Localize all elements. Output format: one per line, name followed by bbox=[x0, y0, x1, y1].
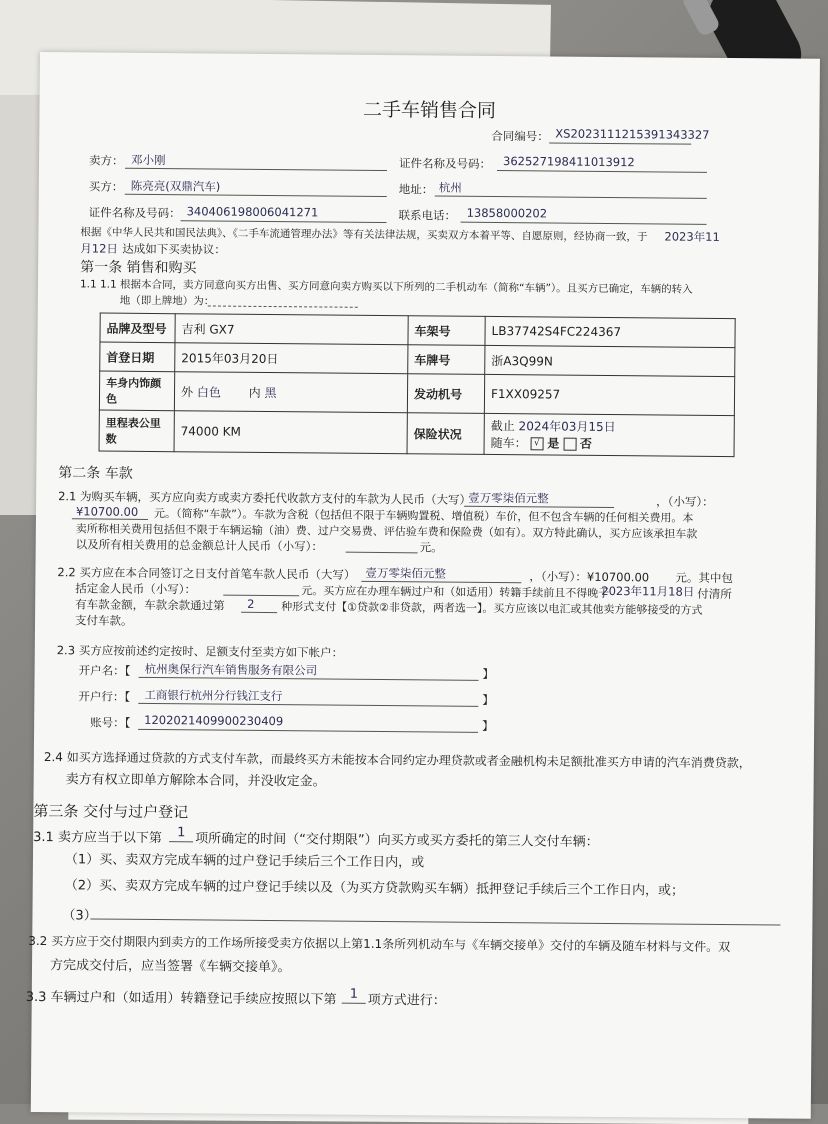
bank-name-close: 】 bbox=[482, 666, 495, 681]
bank-name-line bbox=[139, 677, 479, 681]
seller-name: 邓小刚 bbox=[131, 152, 166, 168]
article-2-title: 第二条 车款 bbox=[58, 465, 133, 482]
clause-3-1-3-line bbox=[90, 918, 780, 925]
color-label: 车身内饰颜色 bbox=[99, 371, 174, 411]
mileage-value: 74000 KM bbox=[174, 411, 407, 454]
table-row bbox=[99, 410, 734, 457]
inner-label: 内 bbox=[248, 385, 261, 400]
contract-no-line bbox=[549, 142, 691, 144]
inner-value: 黑 bbox=[264, 385, 277, 400]
clause-3-2-b: 方完成交付后，应当签署《车辆交接单》。 bbox=[49, 958, 291, 976]
registration-place-line bbox=[208, 305, 358, 307]
clause-2-2-b: ，（小写）：¥10700.00 bbox=[529, 569, 650, 585]
ins-no-label: 否 bbox=[579, 436, 593, 451]
address-label: 地址： bbox=[398, 182, 434, 197]
plate-label: 车牌号 bbox=[408, 345, 485, 375]
clause-2-2-c: 括定金人民币（小写）： bbox=[75, 581, 197, 597]
bank-account-line bbox=[138, 729, 478, 733]
vehicle-info-table bbox=[99, 313, 736, 458]
clause-2-1-e2: 元。 bbox=[419, 540, 443, 555]
contract-title: 二手车销售合同 bbox=[362, 98, 497, 122]
vin-label: 车架号 bbox=[408, 316, 485, 346]
clause-2-4-a: 2.4 如买方选择通过贷款的方式支付车款，而最终买方未能按本合同约定办理贷款或者金融机构未足额批准买方申请的汽车消费贷款， bbox=[43, 750, 751, 771]
ins-no-checkbox bbox=[563, 438, 576, 451]
seller-label: 卖方： bbox=[88, 153, 124, 168]
bank-branch-line bbox=[138, 703, 478, 707]
bank-branch-close: 】 bbox=[482, 692, 494, 707]
intro-date-1: 2023年11 bbox=[664, 229, 720, 244]
address: 杭州 bbox=[438, 180, 462, 195]
clause-2-1-d: 卖所称相关费用包括但不限于车辆运输（油）费、过户交易费、评估验车费和保险费（如有）。双方特此确认，买方应该承担车款 bbox=[75, 522, 698, 541]
buyer-name: 陈亮亮(双鼎汽车) bbox=[130, 178, 221, 194]
clause-2-2-a: 2.2 买方应在本合同签订之日支付首笔车款人民币（大写） bbox=[57, 565, 356, 582]
seller-id-line bbox=[497, 170, 707, 173]
address-line bbox=[435, 195, 707, 198]
phone-line bbox=[461, 222, 707, 225]
clause-2-2-d2: 种形式支付【①贷款②非贷款，两者选一】。买方应该以电汇或其他卖方能够接受的方式 bbox=[281, 600, 703, 617]
clause-2-2-d1: 有车款金额，车款余款通过第 bbox=[75, 597, 225, 613]
clause-3-1-b: 项所确定的时间（“交付期限”）向买方或买方委托的第三人交付车辆： bbox=[195, 831, 599, 850]
clause-3-3-a: 3.3 车辆过户和（如适用）转籍登记手续应按照以下第 bbox=[25, 989, 337, 1008]
bank-account-label: 账号：【 bbox=[90, 715, 131, 730]
bank-name: 杭州奥保行汽车销售服务有限公司 bbox=[144, 661, 318, 678]
clause-2-1-c: 元。（简称“车款”）。车款为含税（包括但不限于车辆购置税、增值税）车价，但不包含车辆的任何相关费用。本 bbox=[153, 507, 694, 525]
color-value bbox=[174, 372, 407, 413]
ins-yes-label: 是 bbox=[547, 436, 560, 451]
payment-method-line bbox=[241, 612, 277, 613]
clause-2-3: 2.3 买方应按前述约定按时、足额支付至卖方如下帐户： bbox=[56, 643, 344, 660]
article-3-title: 第三条 交付与过户登记 bbox=[33, 801, 189, 822]
intro-line-2: 达成如下买卖协议： bbox=[122, 241, 226, 257]
brand-value: 吉利 GX7 bbox=[175, 314, 408, 345]
brand-label: 品牌及型号 bbox=[100, 313, 175, 343]
bank-name-label: 开户名：【 bbox=[78, 663, 131, 678]
engine-label: 发动机号 bbox=[407, 374, 484, 414]
buyer-id-line bbox=[181, 220, 387, 223]
payment-method-num: 2 bbox=[247, 596, 255, 611]
clause-3-2-a: 3.2 买方应于交付期限内到卖方的工作场所接受卖方依据以上第1.1条所列机动车与《车辆交接单》交付的车辆及随车材料与文件。双 bbox=[28, 933, 731, 955]
bank-account-close: 】 bbox=[482, 718, 494, 733]
seller-id-label: 证件名称及号码： bbox=[398, 156, 492, 171]
intro-date-2: 月12日 bbox=[80, 241, 118, 256]
ins-with-label: 随车： bbox=[490, 435, 527, 451]
ins-yes-checkbox: √ bbox=[530, 437, 543, 450]
clause-1-1-line-1: 1.1 1.1 根据本合同，卖方同意向买方出售、买方同意向卖方购买以下所列的二手机动车（简称“车辆”）。且买方已确定，车辆的转入 bbox=[79, 278, 693, 296]
buyer-id-label: 证件名称及号码： bbox=[88, 205, 181, 221]
buyer-id: 340406198006041271 bbox=[186, 204, 319, 220]
phone: 13858000202 bbox=[466, 205, 548, 221]
ins-until-label: 截止 bbox=[490, 418, 515, 434]
clause-3-1-3: （3） bbox=[62, 908, 97, 924]
reg-date-label: 首登日期 bbox=[100, 342, 175, 372]
seller-id: 362527198411013912 bbox=[503, 154, 635, 170]
outer-value: 白色 bbox=[196, 384, 221, 400]
phone-label: 联系电话： bbox=[398, 208, 457, 223]
article-1-title: 第一条 销售和购买 bbox=[80, 259, 197, 277]
price-lower: ¥10700.00 bbox=[75, 504, 139, 519]
clause-2-2-c3: 付清所 bbox=[697, 586, 732, 602]
insurance-value bbox=[484, 413, 734, 456]
seller-line bbox=[125, 168, 387, 171]
bank-account: 1202021409900230409 bbox=[144, 712, 284, 729]
clause-2-2-c2: 元。买方应在办理车辆过户和（如适用）转籍手续前且不得晚于 bbox=[301, 584, 610, 600]
total-line bbox=[346, 552, 418, 554]
insurance-label: 保险状况 bbox=[407, 413, 484, 455]
clause-3-1-2: （2）买、卖双方完成车辆的过户登记手续以及（为买方贷款购买车辆）抵押登记手续后三个工作日内，或； bbox=[64, 878, 685, 899]
ins-until-value: 2024年03月15日 bbox=[518, 419, 616, 435]
reg-date-value: 2015年03月20日 bbox=[175, 343, 408, 374]
intro-line-1: 根据《中华人民共和国民法典》、《二手车流通管理办法》等有关法律法规，买卖双方本着平等、自愿原则，经协商一致，于 bbox=[80, 226, 648, 244]
plate-value: 浙A3Q99N bbox=[485, 345, 735, 376]
first-payment-upper: 壹万零柒佰元整 bbox=[365, 565, 447, 581]
buyer-label: 买方： bbox=[88, 179, 124, 194]
clause-2-1-e: 以及所有相关费用的总金额总计人民币（小写）： bbox=[75, 537, 324, 554]
clause-3-1-1: （1）买、卖双方完成车辆的过户登记手续后三个工作日内，或 bbox=[64, 852, 425, 871]
payoff-date: 2023年11月18日 bbox=[601, 583, 695, 599]
mileage-label: 里程表公里数 bbox=[99, 410, 174, 452]
transfer-option-num: 1 bbox=[349, 986, 359, 1002]
table-row bbox=[99, 371, 734, 416]
contract-no: XS2023111215391343327 bbox=[555, 126, 710, 142]
clause-3-3-b: 项方式进行： bbox=[367, 992, 446, 1009]
vin-value: LB37742S4FC224367 bbox=[485, 316, 735, 347]
clause-2-1-a: 2.1 为购买车辆，买方应向卖方或卖方委托代收款方支付的车款为人民币（大写） bbox=[58, 489, 472, 507]
price-upper: 壹万零柒佰元整 bbox=[468, 490, 549, 506]
clause-2-2-e: 支付车款。 bbox=[74, 613, 133, 628]
transfer-option-line bbox=[342, 1003, 366, 1004]
buyer-line bbox=[125, 194, 387, 197]
delivery-option-line bbox=[169, 841, 193, 842]
engine-value: F1XX09257 bbox=[484, 374, 734, 415]
deposit-line bbox=[223, 595, 299, 597]
clause-2-2-b2: 元。其中包 bbox=[675, 570, 733, 586]
contract-no-label: 合同编号： bbox=[491, 128, 549, 144]
delivery-option-num: 1 bbox=[177, 825, 186, 841]
outer-label: 外 bbox=[180, 384, 194, 399]
bank-branch-label: 开户行：【 bbox=[78, 689, 131, 704]
clause-2-1-b: ，（小写）： bbox=[656, 494, 714, 509]
bank-branch: 工商银行杭州分行钱江支行 bbox=[144, 687, 283, 704]
clause-3-1-a: 3.1 卖方应当于以下第 bbox=[33, 829, 163, 847]
clause-2-4-b: 卖方有权立即单方解除本合同，并没收定金。 bbox=[65, 772, 326, 790]
contract-page bbox=[25, 52, 820, 1119]
clause-1-1-line-2: 地（即上牌地）为： bbox=[119, 294, 215, 308]
